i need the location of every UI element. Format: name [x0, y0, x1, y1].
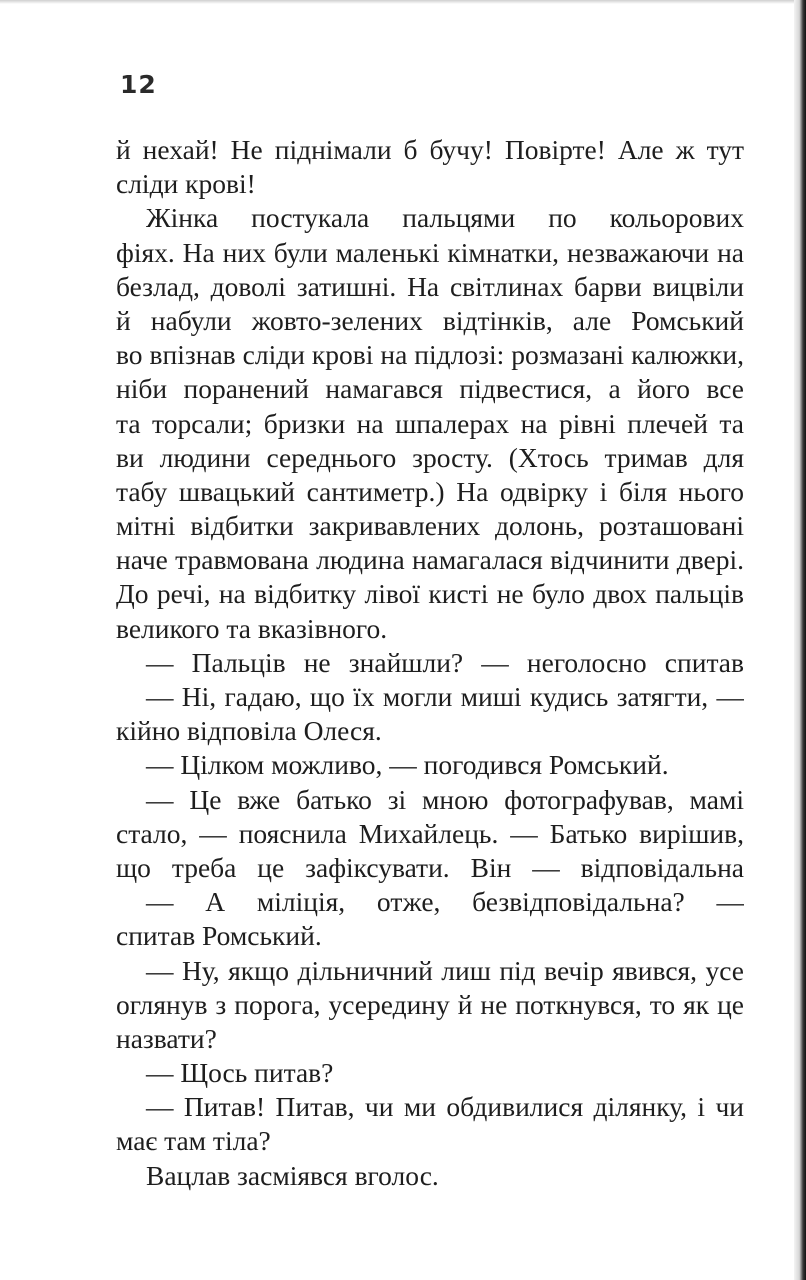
- page-right-edge: [794, 0, 806, 1280]
- text-line: що треба це зафіксувати. Він — відповідальна: [116, 851, 744, 883]
- text-line: Жінка постукала пальцями по кольорових: [146, 202, 744, 234]
- text-line: мітні відбитки закривавлених долонь, розташовані: [116, 510, 744, 542]
- text-line: — Ні, гадаю, що їх могли миші кудись затягти, —: [146, 681, 744, 712]
- page-top-edge: [0, 0, 806, 4]
- text-line: ніби поранений намагався підвестися, а його все: [116, 373, 744, 405]
- text-line: кійно відповіла Олеся.: [116, 715, 382, 747]
- text-line: — Питав! Питав, чи ми обдивилися ділянку, і чи: [146, 1091, 744, 1123]
- text-line: безлад, доволі затишні. На світлинах барви вицвіли: [116, 270, 744, 302]
- page-number: 12: [120, 70, 157, 99]
- text-line: та торсали; бризки на шпалерах на рівні плечей та: [116, 407, 744, 439]
- text-line: й набули жовто-зелених відтінків, але Ромський: [116, 304, 744, 336]
- text-line: ви людини середнього зросту. (Хтось тримав для: [116, 441, 744, 473]
- text-line: сліди крові!: [116, 168, 256, 200]
- text-line: — А міліція, отже, безвідповідальна? —: [146, 886, 744, 918]
- text-line: — Це вже батько зі мною фотографував, мамі: [146, 783, 744, 815]
- body-text: [116, 133, 744, 1193]
- text-line: фіях. На них були маленькі кімнатки, незважаючи на: [116, 236, 744, 268]
- text-line: й нехай! Не піднімали б бучу! Повірте! Але ж тут: [116, 134, 744, 165]
- text-line: великого та вказівного.: [116, 612, 388, 644]
- text-line: — Щось питав?: [146, 1057, 334, 1089]
- text-line: Вацлав засміявся вголос.: [146, 1159, 439, 1191]
- text-line: — Ну, якщо дільничний лиш під вечір явився, усе: [146, 954, 744, 986]
- text-line: оглянув з порога, усередину й не поткнувся, то як це: [116, 988, 744, 1020]
- text-line: спитав Ромський.: [116, 920, 322, 952]
- text-line: До речі, на відбитку лівої кисті не було двох пальців: [116, 578, 744, 610]
- text-line: — Цілком можливо, — погодився Ромський.: [146, 749, 669, 781]
- text-line: — Пальців не знайшли? — неголосно спитав: [146, 646, 744, 678]
- text-line: табу швацький сантиметр.) На одвірку і біля нього: [116, 475, 744, 507]
- text-line: має там тіла?: [116, 1125, 271, 1157]
- text-line: стало, — пояснила Михайлець. — Батько вирішив,: [116, 817, 744, 849]
- text-line: назвати?: [116, 1022, 217, 1054]
- text-line: наче травмована людина намагалася відчинити двері.: [116, 544, 744, 576]
- text-line: во впізнав сліди крові на підлозі: розмазані калюжки,: [116, 339, 744, 371]
